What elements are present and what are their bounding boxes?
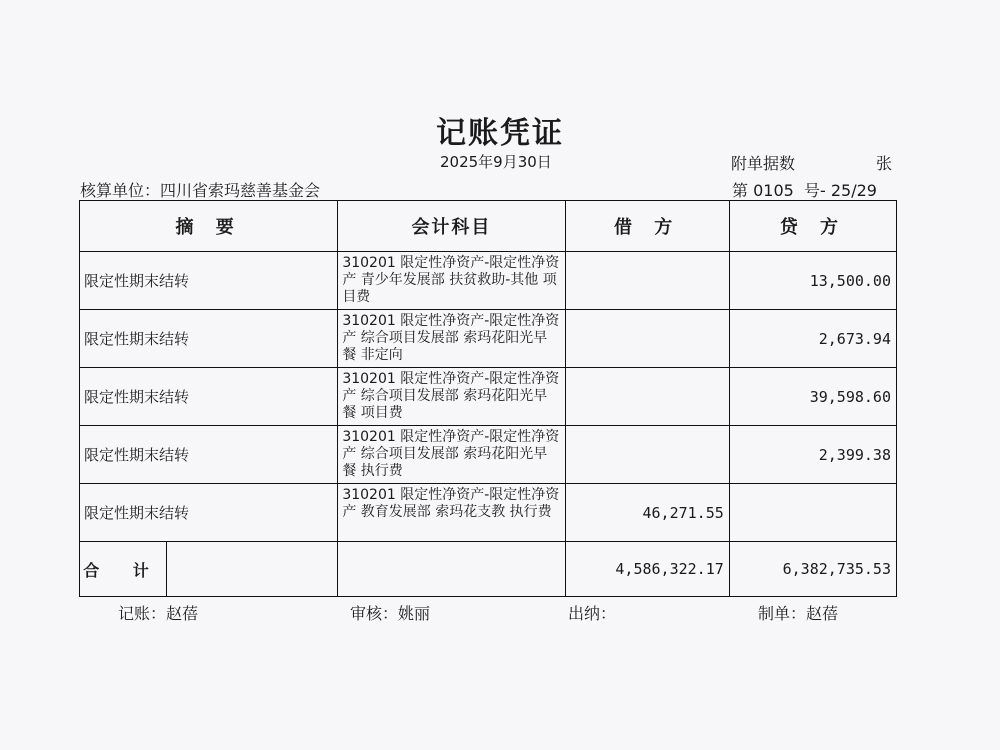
header-summary: 摘 要 bbox=[80, 201, 338, 252]
row-credit: 13,500.00 bbox=[729, 252, 896, 310]
row-debit: 46,271.55 bbox=[565, 484, 729, 542]
table-row bbox=[80, 426, 897, 484]
row-account: 310201 限定性净资产-限定性净资产 教育发展部 索玛花支教 执行费 bbox=[338, 484, 565, 542]
row-summary: 限定性期末结转 bbox=[80, 426, 338, 484]
bookkeeper: 记账：赵蓓 bbox=[118, 604, 199, 623]
row-debit bbox=[565, 252, 729, 310]
accounting-unit bbox=[80, 178, 320, 201]
row-account: 310201 限定性净资产-限定性净资产 综合项目发展部 索玛花阳光早餐 执行费 bbox=[338, 426, 565, 484]
row-summary: 限定性期末结转 bbox=[80, 368, 338, 426]
total-account-empty bbox=[338, 542, 565, 597]
voucher-date: 2025年9月30日 bbox=[440, 153, 552, 171]
row-account: 310201 限定性净资产-限定性净资产 青少年发展部 扶贫救助-其他 项目费 bbox=[338, 252, 565, 310]
row-summary: 限定性期末结转 bbox=[80, 310, 338, 368]
page-title: 记账凭证 bbox=[436, 116, 564, 151]
voucher-number: 第 0105 号- 25/29 bbox=[732, 181, 877, 200]
voucher-table bbox=[79, 200, 897, 597]
unit-label: 核算单位： bbox=[80, 181, 161, 200]
row-debit bbox=[565, 310, 729, 368]
table-header-row bbox=[80, 201, 897, 252]
table-row bbox=[80, 368, 897, 426]
row-debit bbox=[565, 368, 729, 426]
cashier: 出纳： bbox=[568, 604, 617, 623]
header-account: 会计科目 bbox=[338, 201, 565, 252]
header-credit: 贷 方 bbox=[729, 201, 896, 252]
table-row bbox=[80, 310, 897, 368]
row-account: 310201 限定性净资产-限定性净资产 综合项目发展部 索玛花阳光早餐 非定向 bbox=[338, 310, 565, 368]
row-account: 310201 限定性净资产-限定性净资产 综合项目发展部 索玛花阳光早餐 项目费 bbox=[338, 368, 565, 426]
row-summary: 限定性期末结转 bbox=[80, 484, 338, 542]
table-row bbox=[80, 252, 897, 310]
row-debit bbox=[565, 426, 729, 484]
table-row bbox=[80, 484, 897, 542]
header-debit: 借 方 bbox=[565, 201, 729, 252]
row-summary: 限定性期末结转 bbox=[80, 252, 338, 310]
preparer: 制单：赵蓓 bbox=[758, 604, 839, 623]
row-credit: 2,673.94 bbox=[729, 310, 896, 368]
total-cell bbox=[80, 542, 338, 597]
total-label: 合 计 bbox=[80, 542, 167, 596]
unit-name: 四川省索玛慈善基金会 bbox=[160, 181, 321, 200]
reviewer: 审核：姚丽 bbox=[350, 604, 431, 623]
row-credit: 2,399.38 bbox=[729, 426, 896, 484]
attachment-unit: 张 bbox=[876, 154, 893, 173]
row-credit bbox=[729, 484, 896, 542]
total-credit: 6,382,735.53 bbox=[729, 542, 896, 597]
row-credit: 39,598.60 bbox=[729, 368, 896, 426]
total-debit: 4,586,322.17 bbox=[565, 542, 729, 597]
total-row bbox=[80, 542, 897, 597]
attachment-label: 附单据数 bbox=[731, 154, 796, 173]
